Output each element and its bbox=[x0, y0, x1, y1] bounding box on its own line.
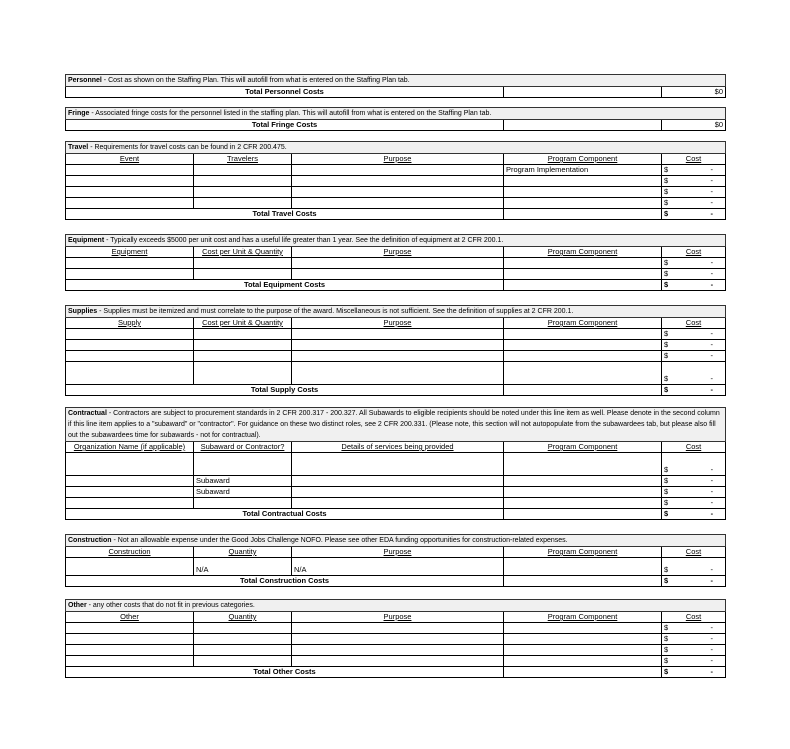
cell[interactable] bbox=[292, 198, 504, 209]
total-value bbox=[662, 385, 726, 396]
cell[interactable] bbox=[194, 187, 292, 198]
cell[interactable] bbox=[66, 176, 194, 187]
cost-value: - bbox=[710, 351, 714, 360]
cell[interactable] bbox=[194, 165, 292, 176]
table-row bbox=[66, 558, 726, 576]
cost-value: - bbox=[710, 487, 714, 496]
total-label: Total Construction Costs bbox=[66, 576, 504, 587]
section-description bbox=[66, 535, 726, 547]
table-row bbox=[66, 340, 726, 351]
section-desc-text: - Contractors are subject to procurement standards in 2 CFR 200.317 - 200.327. All Subawards to eligible recipients should be noted under this line item as well. Please denote in the second column if this line item applies to a "subaward" or "contractor". For guidance on these two distinct roles, see 2 CFR 200.331. (Please note, this section will not autopopulate from the subawardees tab, but please also fill out the subawardees time for subawards - not for contractual). bbox=[68, 410, 720, 439]
cell[interactable] bbox=[66, 487, 194, 498]
cost-value: - bbox=[710, 187, 714, 196]
table-row bbox=[66, 634, 726, 645]
cost-value: - bbox=[710, 258, 714, 267]
cell[interactable] bbox=[194, 656, 292, 667]
currency-symbol: $ bbox=[664, 476, 669, 485]
cell[interactable] bbox=[292, 498, 504, 509]
cell[interactable] bbox=[194, 453, 292, 476]
column-header-row bbox=[66, 154, 726, 165]
cell[interactable] bbox=[66, 558, 194, 576]
cell[interactable] bbox=[292, 258, 504, 269]
cell[interactable] bbox=[66, 476, 194, 487]
currency-symbol: $ bbox=[664, 645, 669, 654]
column-header: Cost bbox=[662, 612, 726, 623]
cell[interactable] bbox=[504, 362, 662, 385]
cost-cell[interactable] bbox=[662, 351, 726, 362]
currency-symbol: $ bbox=[664, 667, 669, 676]
cell[interactable] bbox=[504, 198, 662, 209]
cell[interactable] bbox=[194, 176, 292, 187]
cell[interactable] bbox=[504, 340, 662, 351]
column-header: Subaward or Contractor? bbox=[194, 442, 292, 453]
column-header: Organization Name (if applicable) bbox=[66, 442, 194, 453]
cell[interactable] bbox=[292, 340, 504, 351]
column-header: Travelers bbox=[194, 154, 292, 165]
section-travel bbox=[65, 141, 725, 220]
column-header: Other bbox=[66, 612, 194, 623]
column-header: Program Component bbox=[504, 612, 662, 623]
section-desc-text: - Requirements for travel costs can be found in 2 CFR 200.475. bbox=[88, 144, 287, 151]
total-row bbox=[66, 509, 726, 520]
table-row bbox=[66, 362, 726, 385]
column-header: Construction bbox=[66, 547, 194, 558]
cell[interactable] bbox=[194, 329, 292, 340]
total-label: Total Contractual Costs bbox=[66, 509, 504, 520]
total-value bbox=[662, 209, 726, 220]
section-equipment bbox=[65, 234, 725, 291]
column-header: Program Component bbox=[504, 547, 662, 558]
cell[interactable] bbox=[504, 645, 662, 656]
section-desc-text: - Associated fringe costs for the personnel listed in the staffing plan. This will autofill from what is entered on the Staffing Plan tab. bbox=[89, 110, 492, 117]
section-title: Contractual bbox=[68, 410, 107, 417]
column-header-row bbox=[66, 318, 726, 329]
cost-cell[interactable] bbox=[662, 645, 726, 656]
cell[interactable] bbox=[504, 509, 662, 520]
total-amount: - bbox=[710, 509, 714, 518]
cost-value: - bbox=[710, 465, 714, 474]
cell[interactable] bbox=[504, 558, 662, 576]
column-header: Cost bbox=[662, 442, 726, 453]
table-row bbox=[66, 645, 726, 656]
total-amount: - bbox=[710, 385, 714, 394]
table-row bbox=[66, 453, 726, 476]
table-row bbox=[66, 498, 726, 509]
table-row bbox=[66, 165, 726, 176]
currency-symbol: $ bbox=[664, 509, 669, 518]
table-row bbox=[66, 476, 726, 487]
cost-value: - bbox=[710, 656, 714, 665]
cell[interactable] bbox=[504, 187, 662, 198]
cost-value: - bbox=[710, 340, 714, 349]
column-header: Purpose bbox=[292, 154, 504, 165]
currency-symbol: $ bbox=[664, 634, 669, 643]
total-row bbox=[66, 209, 726, 220]
column-header-row bbox=[66, 547, 726, 558]
table-row bbox=[66, 187, 726, 198]
cost-cell[interactable] bbox=[662, 656, 726, 667]
cell[interactable] bbox=[66, 340, 194, 351]
cost-value: - bbox=[710, 498, 714, 507]
currency-symbol: $ bbox=[664, 385, 669, 394]
cost-value: - bbox=[710, 269, 714, 278]
total-row bbox=[66, 576, 726, 587]
cell[interactable] bbox=[194, 645, 292, 656]
section-description bbox=[66, 108, 726, 120]
cell[interactable] bbox=[292, 269, 504, 280]
cell[interactable] bbox=[66, 187, 194, 198]
currency-symbol: $ bbox=[664, 329, 669, 338]
section-title: Equipment bbox=[68, 237, 105, 244]
cell[interactable] bbox=[504, 656, 662, 667]
cell[interactable] bbox=[66, 351, 194, 362]
cell[interactable] bbox=[504, 258, 662, 269]
cost-cell[interactable] bbox=[662, 198, 726, 209]
cell[interactable] bbox=[66, 645, 194, 656]
cell[interactable] bbox=[292, 362, 504, 385]
cost-cell[interactable] bbox=[662, 258, 726, 269]
currency-symbol: $ bbox=[664, 374, 669, 383]
cell[interactable]: Subaward bbox=[194, 487, 292, 498]
section-contractual bbox=[65, 407, 725, 520]
cell[interactable] bbox=[504, 385, 662, 396]
cell[interactable]: Subaward bbox=[194, 476, 292, 487]
cost-cell[interactable] bbox=[662, 634, 726, 645]
cell[interactable] bbox=[504, 634, 662, 645]
cost-cell[interactable] bbox=[662, 362, 726, 385]
column-header: Program Component bbox=[504, 318, 662, 329]
cell[interactable] bbox=[504, 176, 662, 187]
section-desc-text: - Cost as shown on the Staffing Plan. This will autofill from what is entered on the Staffing Plan tab. bbox=[101, 77, 410, 84]
cost-cell[interactable] bbox=[662, 165, 726, 176]
column-header: Program Component bbox=[504, 442, 662, 453]
total-row bbox=[66, 87, 726, 98]
table-row bbox=[66, 269, 726, 280]
column-header: Cost per Unit & Quantity bbox=[194, 247, 292, 258]
cost-value: - bbox=[710, 476, 714, 485]
table-row bbox=[66, 656, 726, 667]
cell[interactable] bbox=[292, 176, 504, 187]
currency-symbol: $ bbox=[664, 187, 669, 196]
cell[interactable] bbox=[504, 351, 662, 362]
section-construction bbox=[65, 534, 725, 587]
column-header: Cost bbox=[662, 318, 726, 329]
cell[interactable]: Program Implementation bbox=[504, 165, 662, 176]
currency-symbol: $ bbox=[664, 623, 669, 632]
section-fringe bbox=[65, 107, 725, 131]
column-header: Purpose bbox=[292, 318, 504, 329]
cell[interactable] bbox=[292, 645, 504, 656]
cell[interactable] bbox=[504, 329, 662, 340]
total-amount: - bbox=[710, 209, 714, 218]
cell[interactable] bbox=[292, 656, 504, 667]
cell[interactable] bbox=[292, 453, 504, 476]
cell[interactable] bbox=[504, 476, 662, 487]
cost-cell[interactable] bbox=[662, 329, 726, 340]
cost-value: - bbox=[710, 198, 714, 207]
table-row bbox=[66, 329, 726, 340]
cell[interactable] bbox=[504, 269, 662, 280]
cell[interactable] bbox=[292, 187, 504, 198]
total-value bbox=[662, 576, 726, 587]
column-header-row bbox=[66, 442, 726, 453]
cell[interactable] bbox=[66, 634, 194, 645]
total-label: Total Equipment Costs bbox=[66, 280, 504, 291]
cell[interactable] bbox=[66, 453, 194, 476]
total-label: Total Other Costs bbox=[66, 667, 504, 678]
cell[interactable] bbox=[194, 362, 292, 385]
cell[interactable] bbox=[292, 623, 504, 634]
section-title: Personnel bbox=[68, 77, 102, 84]
column-header: Program Component bbox=[504, 154, 662, 165]
cost-cell[interactable] bbox=[662, 498, 726, 509]
column-header: Purpose bbox=[292, 547, 504, 558]
total-label: Total Supply Costs bbox=[66, 385, 504, 396]
cell[interactable] bbox=[66, 498, 194, 509]
column-header: Event bbox=[66, 154, 194, 165]
cell[interactable] bbox=[194, 340, 292, 351]
section-description bbox=[66, 75, 726, 87]
cost-value: - bbox=[710, 645, 714, 654]
total-row bbox=[66, 280, 726, 291]
currency-symbol: $ bbox=[664, 465, 669, 474]
cell[interactable] bbox=[194, 351, 292, 362]
cost-value: - bbox=[710, 565, 713, 574]
total-label: Total Fringe Costs bbox=[66, 120, 504, 131]
section-desc-text: - Supplies must be itemized and must correlate to the purpose of the award. Miscellaneous is not sufficient. See the definition of supplies at 2 CFR 200.1. bbox=[97, 308, 574, 315]
section-supplies bbox=[65, 305, 725, 396]
column-header: Cost bbox=[662, 154, 726, 165]
column-header: Purpose bbox=[292, 247, 504, 258]
section-title: Construction bbox=[68, 537, 112, 544]
cell[interactable] bbox=[66, 165, 194, 176]
section-other bbox=[65, 599, 725, 678]
total-row bbox=[66, 385, 726, 396]
section-title: Other bbox=[68, 602, 87, 609]
cell[interactable] bbox=[194, 258, 292, 269]
cell[interactable] bbox=[504, 280, 662, 291]
currency-symbol: $ bbox=[664, 176, 669, 185]
cell[interactable] bbox=[194, 634, 292, 645]
cell[interactable] bbox=[504, 120, 662, 131]
cost-value: - bbox=[710, 374, 714, 383]
cell[interactable] bbox=[504, 209, 662, 220]
cost-value: - bbox=[710, 329, 714, 338]
currency-symbol: $ bbox=[664, 498, 669, 507]
cell[interactable] bbox=[504, 87, 662, 98]
cell[interactable] bbox=[292, 476, 504, 487]
cell[interactable] bbox=[66, 623, 194, 634]
table-row bbox=[66, 176, 726, 187]
column-header: Quantity bbox=[194, 547, 292, 558]
section-desc-text: - Typically exceeds $5000 per unit cost and has a useful life greater than 1 year. See the definition of equipment at 2 CFR 200.1. bbox=[104, 237, 504, 244]
currency-symbol: $ bbox=[664, 565, 669, 574]
cell[interactable] bbox=[66, 656, 194, 667]
cell[interactable] bbox=[194, 623, 292, 634]
cost-cell[interactable] bbox=[662, 176, 726, 187]
cell[interactable] bbox=[66, 258, 194, 269]
cost-cell[interactable] bbox=[662, 269, 726, 280]
cost-cell[interactable] bbox=[662, 187, 726, 198]
section-description bbox=[66, 408, 726, 442]
currency-symbol: $ bbox=[664, 269, 669, 278]
currency-symbol: $ bbox=[664, 198, 669, 207]
cell[interactable] bbox=[66, 362, 194, 385]
currency-symbol: $ bbox=[664, 258, 669, 267]
currency-symbol: $ bbox=[664, 340, 669, 349]
cell[interactable] bbox=[194, 498, 292, 509]
column-header: Cost bbox=[662, 247, 726, 258]
currency-symbol: $ bbox=[664, 165, 669, 174]
cell[interactable] bbox=[292, 165, 504, 176]
section-description bbox=[66, 142, 726, 154]
cost-cell[interactable] bbox=[662, 453, 726, 476]
total-amount: - bbox=[710, 667, 714, 676]
cell[interactable] bbox=[194, 269, 292, 280]
total-value bbox=[662, 509, 726, 520]
currency-symbol: $ bbox=[664, 209, 669, 218]
cost-cell[interactable] bbox=[662, 623, 726, 634]
column-header: Purpose bbox=[292, 612, 504, 623]
cost-value: - bbox=[710, 623, 714, 632]
cell[interactable] bbox=[292, 329, 504, 340]
section-description bbox=[66, 600, 726, 612]
cell[interactable] bbox=[504, 453, 662, 476]
column-header: Program Component bbox=[504, 247, 662, 258]
table-row bbox=[66, 487, 726, 498]
currency-symbol: $ bbox=[664, 576, 669, 585]
section-title: Fringe bbox=[68, 110, 90, 117]
cell[interactable] bbox=[504, 667, 662, 678]
table-row bbox=[66, 351, 726, 362]
section-desc-text: - any other costs that do not fit in previous categories. bbox=[86, 602, 255, 609]
total-value bbox=[662, 667, 726, 678]
total-amount: - bbox=[710, 576, 713, 585]
cell[interactable] bbox=[66, 329, 194, 340]
cost-value: - bbox=[710, 176, 714, 185]
column-header: Cost bbox=[662, 547, 726, 558]
cell[interactable] bbox=[66, 269, 194, 280]
column-header: Supply bbox=[66, 318, 194, 329]
section-description bbox=[66, 235, 726, 247]
total-label: Total Personnel Costs bbox=[66, 87, 504, 98]
column-header: Equipment bbox=[66, 247, 194, 258]
section-description bbox=[66, 306, 726, 318]
column-header: Quantity bbox=[194, 612, 292, 623]
total-row bbox=[66, 120, 726, 131]
section-desc-text: - Not an allowable expense under the Good Jobs Challenge NOFO. Please see other EDA funding opportunities for construction-related expenses. bbox=[111, 537, 568, 544]
table-row bbox=[66, 258, 726, 269]
table-row bbox=[66, 623, 726, 634]
cell[interactable] bbox=[292, 634, 504, 645]
total-label: Total Travel Costs bbox=[66, 209, 504, 220]
cell[interactable] bbox=[504, 487, 662, 498]
cell[interactable] bbox=[504, 498, 662, 509]
table-row bbox=[66, 198, 726, 209]
cell[interactable] bbox=[292, 351, 504, 362]
cost-value: - bbox=[710, 165, 714, 174]
cell[interactable] bbox=[504, 623, 662, 634]
column-header: Cost per Unit & Quantity bbox=[194, 318, 292, 329]
cost-cell[interactable] bbox=[662, 558, 726, 576]
cell[interactable] bbox=[66, 198, 194, 209]
total-row bbox=[66, 667, 726, 678]
cost-value: - bbox=[710, 634, 714, 643]
total-value bbox=[662, 280, 726, 291]
total-value: $0 bbox=[662, 87, 726, 98]
cost-cell[interactable] bbox=[662, 340, 726, 351]
cell[interactable] bbox=[292, 487, 504, 498]
column-header: Details of services being provided bbox=[292, 442, 504, 453]
cell[interactable] bbox=[194, 198, 292, 209]
cell[interactable] bbox=[504, 576, 662, 587]
currency-symbol: $ bbox=[664, 656, 669, 665]
section-title: Travel bbox=[68, 144, 89, 151]
cost-cell[interactable] bbox=[662, 487, 726, 498]
section-personnel bbox=[65, 74, 725, 98]
cell[interactable]: N/A bbox=[194, 558, 292, 576]
column-header-row bbox=[66, 612, 726, 623]
cell[interactable]: N/A bbox=[292, 558, 504, 576]
column-header-row bbox=[66, 247, 726, 258]
currency-symbol: $ bbox=[664, 280, 669, 289]
total-value: $0 bbox=[662, 120, 726, 131]
section-title: Supplies bbox=[68, 308, 98, 315]
cost-cell[interactable] bbox=[662, 476, 726, 487]
currency-symbol: $ bbox=[664, 351, 669, 360]
total-amount: - bbox=[710, 280, 714, 289]
currency-symbol: $ bbox=[664, 487, 669, 496]
